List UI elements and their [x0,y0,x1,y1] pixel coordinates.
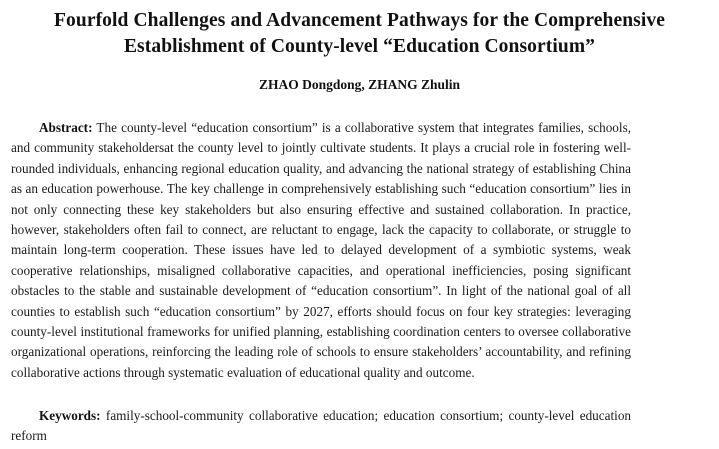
keywords-paragraph [11,406,631,447]
paper-title-line-2: Establishment of County-level “Education Consortium” [123,36,596,57]
keywords-text: family-school-community collaborative education; education consortium; county-level education reform [11,408,632,444]
paper-title-line-1: Fourfold Challenges and Advancement Pathways for the Comprehensive [54,10,665,31]
abstract-label: Abstract: [39,120,93,135]
keywords-label: Keywords: [39,408,101,423]
abstract-text: The county-level “education consortium” is a collaborative system that integrates families, schools, and community stakeholdersat the county level to jointly cultivate students. It plays a crucial role in fostering well-rounded individuals, enhancing regional education quality, and advancing the national strategy of establishing China as an education powerhouse. The key challenge in comprehensively establishing such “education consortium” lies in not only connecting these key stakeholders but also ensuring effective and sustained collaboration. In practice, however, stakeholders often fail to connect, are reluctant to engage, lack the capacity to collaborate, or struggle to maintain long-term cooperation. These issues have led to delayed development of a symbiotic systems, weak cooperative relationships, misaligned collaborative capacities, and operational inefficiencies, posing significant obstacles to the stable and sustainable development of “education consortium”. In light of the national goal of all counties to establish such “education consortium” by 2027, efforts should focus on four key strategies: leveraging county-level institutional frameworks for unified planning, establishing coordination centers to oversee collaborative organizational operations, reinforcing the leading role of schools to ensure stakeholders’ accountability, and refining collaborative actions through systematic evaluation of educational quality and outcome. [11,120,631,380]
paper-authors: ZHAO Dongdong, ZHANG Zhulin [258,77,461,92]
abstract-paragraph [11,118,631,383]
